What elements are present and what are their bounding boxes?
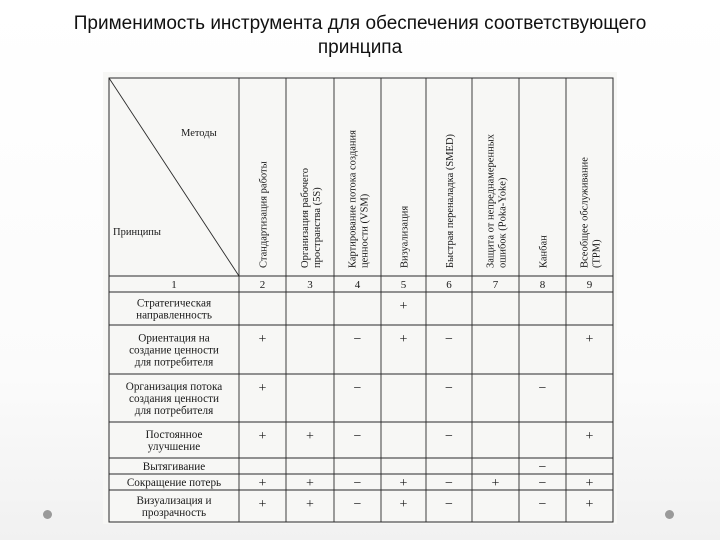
applicable-mark: + [399, 299, 408, 314]
column-header-7: ошибок (Poka-Yoke) [497, 177, 509, 268]
applicable-mark: + [585, 497, 594, 512]
principle-label: Визуализация и [136, 495, 212, 507]
column-header-4: ценности (VSM) [359, 193, 371, 268]
column-number-8: 8 [539, 279, 546, 291]
principle-label: Стратегическая [136, 297, 212, 310]
applicability-table [103, 72, 617, 524]
applicable-mark: + [585, 332, 594, 347]
not-applicable-mark: − [353, 476, 362, 491]
applicable-mark: + [258, 429, 267, 444]
column-header-7: Защита от непреднамеренных [485, 133, 497, 268]
principle-label: Организация потока [125, 381, 223, 393]
slide-nav-dot-right [665, 510, 674, 519]
not-applicable-mark: − [445, 332, 453, 347]
column-header-9: (TPM) [591, 239, 603, 268]
applicable-mark: + [258, 332, 267, 347]
corner-methods-label: Методы [181, 128, 217, 139]
principle-label: создание ценности [129, 344, 219, 357]
column-number-4: 4 [354, 279, 361, 291]
applicable-mark: + [399, 497, 408, 512]
not-applicable-mark: − [445, 381, 453, 396]
applicable-mark: + [306, 476, 314, 491]
principle-label: направленность [136, 309, 212, 322]
applicable-mark: + [585, 476, 594, 491]
column-header-3: Организация рабочего [300, 167, 311, 268]
column-number-1: 1 [171, 279, 177, 291]
not-applicable-mark: − [538, 381, 547, 396]
principle-label: для потребителя [134, 405, 214, 417]
column-header-6: Быстрая переналадка (SMED) [445, 133, 456, 268]
not-applicable-mark: − [445, 497, 453, 512]
not-applicable-mark: − [353, 497, 362, 512]
not-applicable-mark: − [445, 476, 453, 491]
principle-label: создания ценности [129, 393, 219, 405]
column-header-8: Канбан [538, 235, 550, 268]
slide-title: Применимость инструмента для обеспечения соответствующего принципа [73, 13, 647, 58]
not-applicable-mark: − [353, 429, 362, 444]
column-header-9: Всеобщее обслуживание [579, 157, 591, 268]
principle-label: прозрачность [141, 507, 207, 519]
applicable-mark: + [258, 381, 267, 396]
column-number-3: 3 [307, 279, 313, 291]
not-applicable-mark: − [353, 381, 362, 396]
column-number-7: 7 [492, 279, 499, 291]
column-header-4: Картирование потока создания [347, 130, 359, 268]
principle-label: Сокращение потерь [126, 477, 222, 489]
applicable-mark: + [258, 476, 267, 491]
principle-label: Постоянное [145, 429, 203, 441]
corner-diagonal [109, 78, 239, 276]
applicable-mark: + [258, 497, 267, 512]
slide-nav-dot-left [43, 510, 52, 519]
column-number-2: 2 [259, 279, 266, 291]
column-number-9: 9 [586, 279, 593, 291]
principle-label: для потребителя [134, 356, 214, 369]
not-applicable-mark: − [445, 429, 453, 444]
not-applicable-mark: − [538, 476, 547, 491]
applicable-mark: + [399, 476, 408, 491]
applicable-mark: + [585, 429, 594, 444]
corner-principles-label: Принципы [113, 227, 161, 238]
not-applicable-mark: − [538, 460, 547, 475]
column-number-6: 6 [446, 279, 452, 291]
applicable-mark: + [306, 429, 314, 444]
applicable-mark: + [306, 497, 314, 512]
column-header-5: Визуализация [399, 205, 411, 268]
column-header-3: пространства (5S) [312, 187, 323, 268]
scanned-table [103, 72, 617, 524]
column-header-2: Стандартизация работы [258, 161, 270, 268]
principle-label: Вытягивание [142, 461, 206, 473]
not-applicable-mark: − [538, 497, 547, 512]
column-number-5: 5 [400, 279, 407, 291]
principle-label: Ориентация на [138, 332, 210, 345]
applicable-mark: + [399, 332, 408, 347]
not-applicable-mark: − [353, 332, 362, 347]
principle-label: улучшение [147, 441, 201, 453]
applicable-mark: + [491, 476, 500, 491]
